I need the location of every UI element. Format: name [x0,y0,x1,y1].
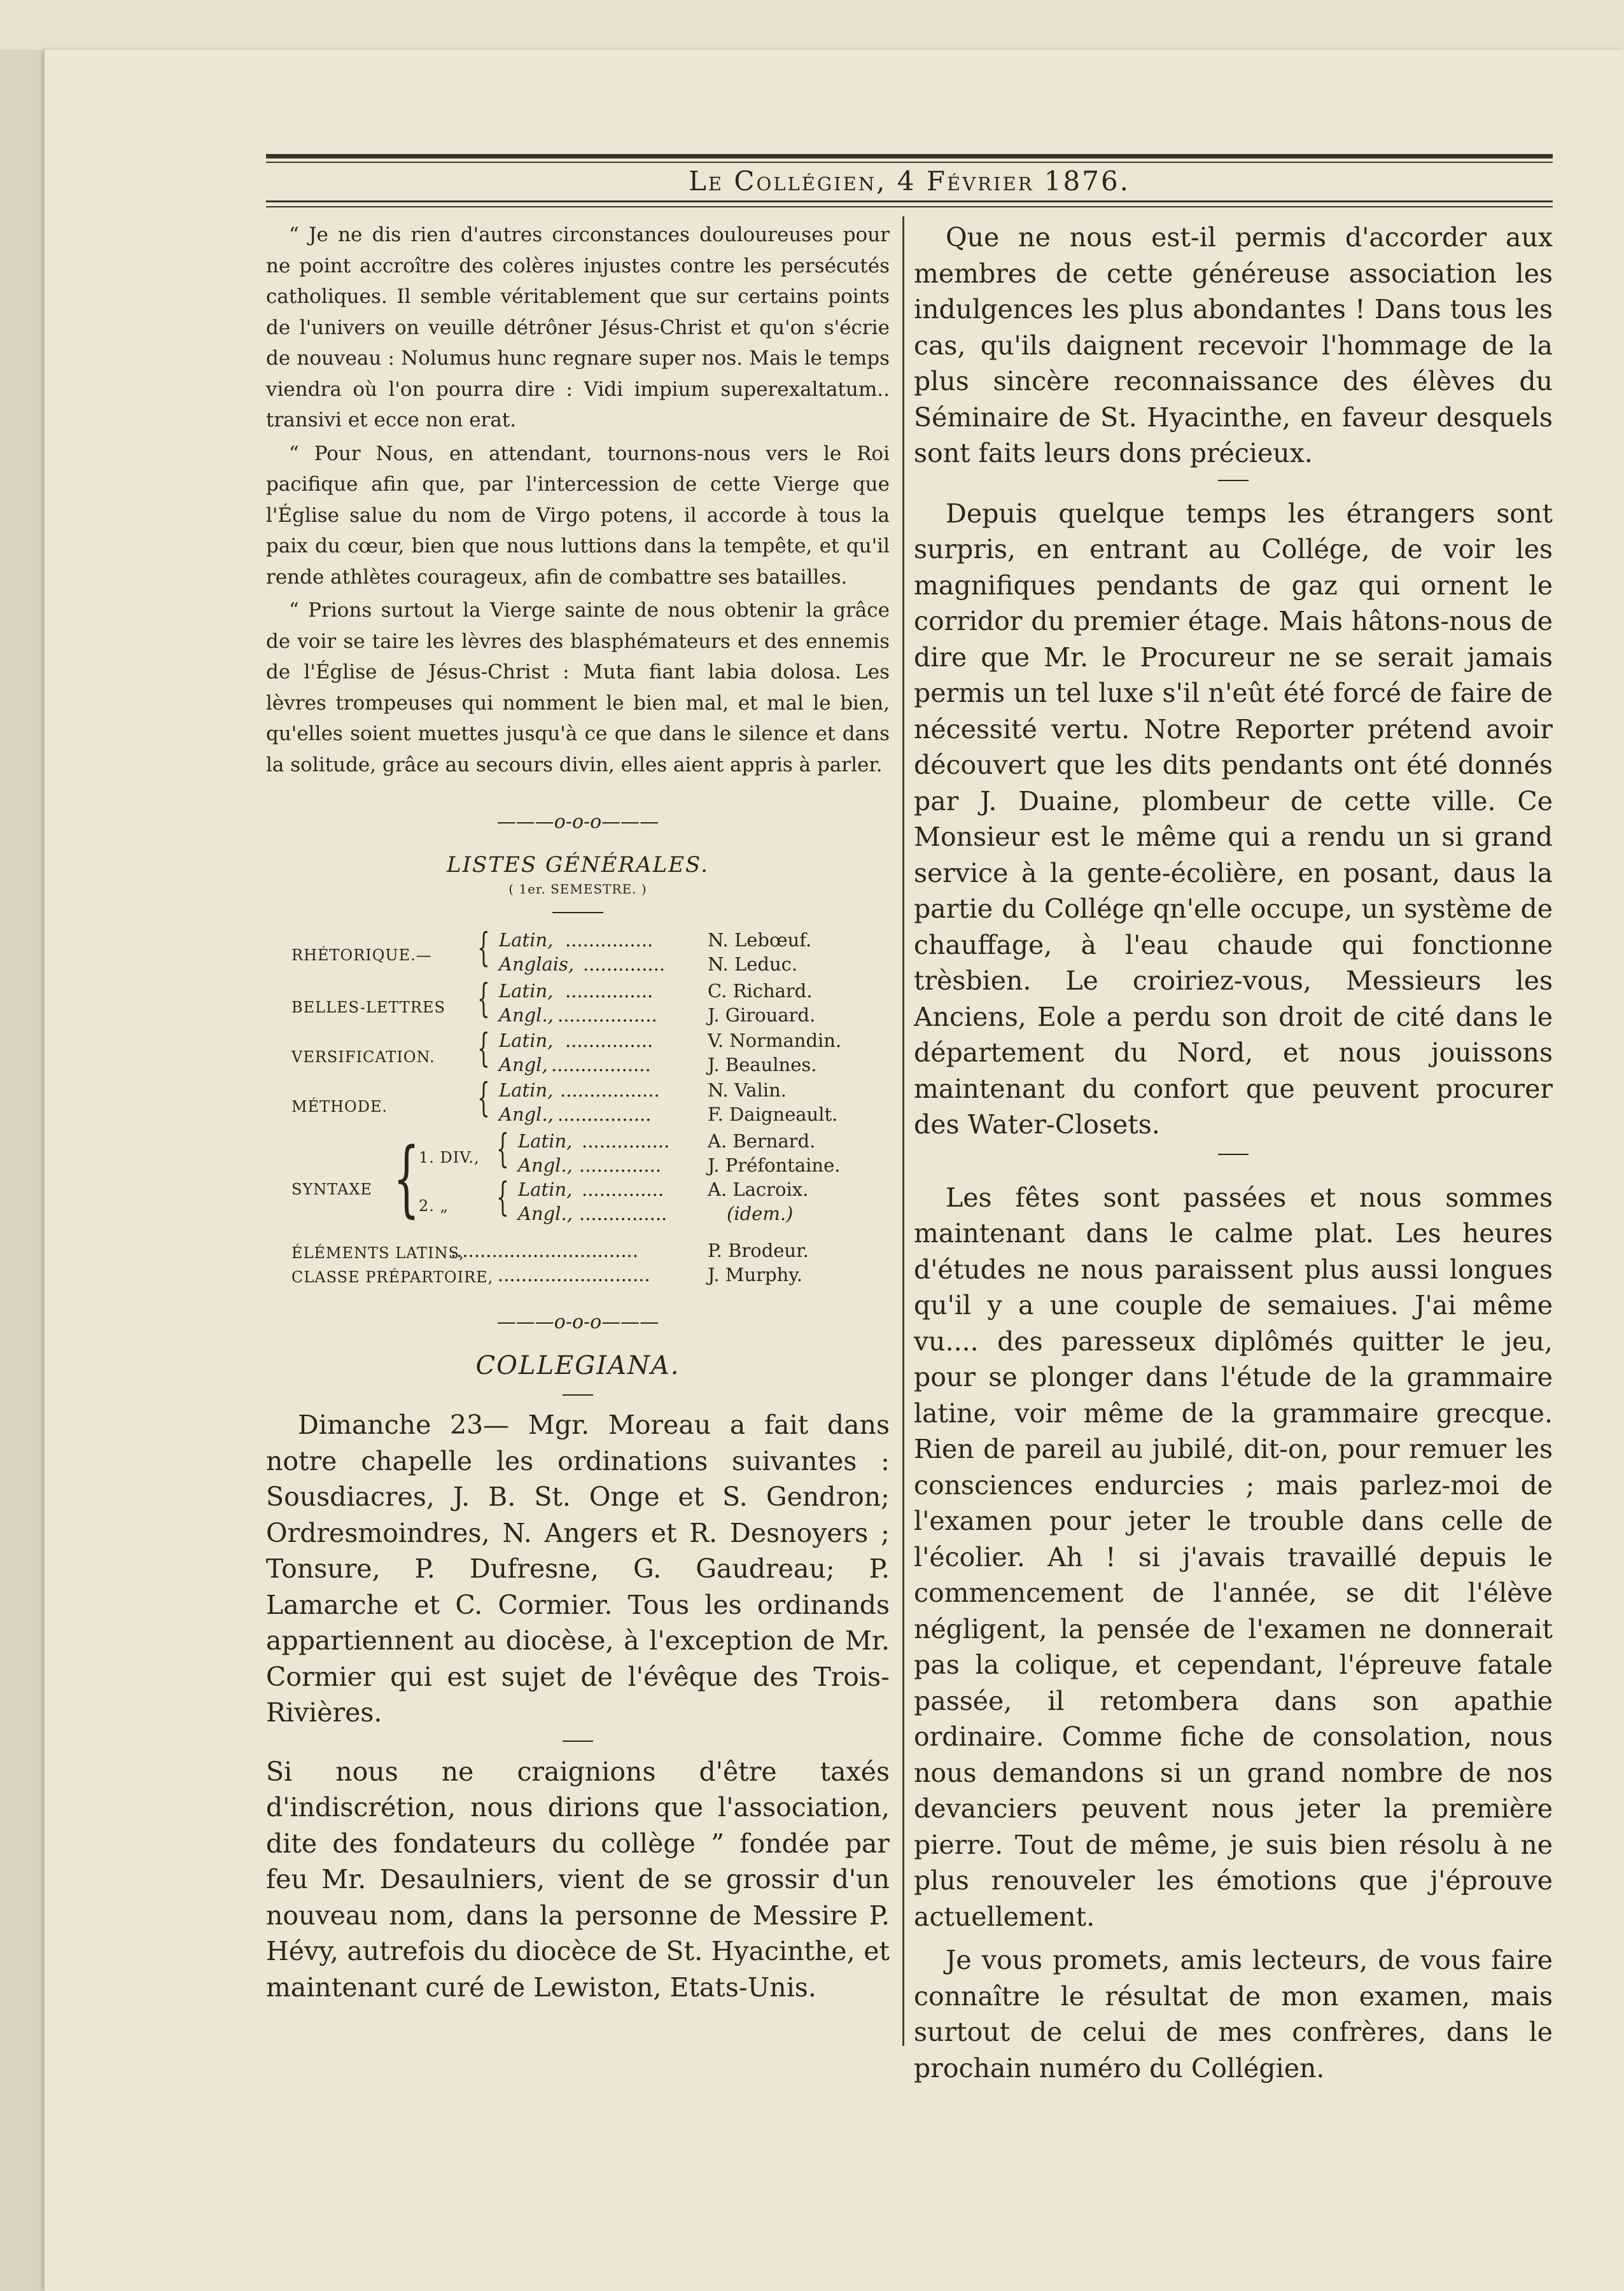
list-row: Latin, .............. A. Lacroix. [518,1179,809,1200]
list-row: Latin, ............... C. Richard. [499,980,813,1002]
short-rule [266,1735,890,1754]
class-label: MÉTHODE. [291,1098,388,1116]
short-rule [914,1148,1553,1180]
class-label: SYNTAXE [291,1181,372,1198]
class-label: BELLES-LETTRES [291,998,445,1016]
column-divider [902,216,904,2046]
right-column [914,220,1553,2086]
list-row: ................................ P. Brodeur. [451,1240,809,1261]
lists-title: LISTES GÉNÉRALES. [447,852,709,878]
division-label: 1. DIV., [419,1149,480,1167]
brace: { [496,1174,509,1220]
class-label: VERSIFICATION. [291,1048,435,1066]
collegiana-title: COLLEGIANA. [475,1351,680,1380]
collegiana-paragraph: Si nous ne craignions d'être taxés d'indiscrétion, nous dirions que l'association, dite des fondateurs du collège ” fondée par feu Mr. Desaulniers, vient de se grossir d'un nouveau nom, dans la personne de Messire P. Hévy, autrefois du diocèce de St. Hyacinthe, et maintenant curé de Lewiston, Etats-Unis. [266,1756,890,2003]
right-paragraph: Je vous promets, amis lecteurs, de vous faire connaître le résultat de mon examen, mais surtout de celui de mes confrères, dans le prochain numéro du Collégien. [914,1945,1553,2084]
general-lists [266,924,890,1335]
page-header: Le Collégien, 4 Février 1876. [688,165,1131,197]
list-row: Angl., ................ F. Daigneault. [499,1103,838,1125]
intro-paragraph: “ Pour Nous, en attendant, tournons-nous vers le Roi pacifique afin que, par l'intercession de cette Vierge que l'Église salue du nom de Virgo potens, il accorde à tous la paix du cœur, bien que nous luttions dans la tempête, et qu'il rende athlètes courageux, afin de combattre ses batailles. [266,442,890,589]
class-label: ÉLÉMENTS LATINS, [291,1244,465,1262]
brace: { [393,1130,420,1226]
left-column [266,220,890,2005]
brace: { [477,1025,490,1071]
right-paragraph: Les fêtes sont passées et nous sommes maintenant dans le calme plat. Les heures d'études ne nous paraissent plus aussi longues qu'il y a une couple de semaiues. J'ai même vu.... des paresseux diplômés quitter le jeu, pour se plonger dans l'étude de la grammaire latine, voir même de la grammaire grecque. Rien de pareil au jubilé, dit-on, pour remuer les consciences endurcies ; mais parlez-moi de l'examen pour jeter le trouble dans celle de l'écolier. Ah ! si j'avais travaillé depuis le commencement de l'année, se dit l'élève négligent, la pensée de l'examen ne donnerait pas la colique, et cependant, l'épreuve fatale passée, il retombera dans son apathie ordinaire. Comme fiche de consolation, nous nous demandons si un grand nombre de nos devanciers peuvent nous jeter la première pierre. Tout de même, je suis bien résolu à ne plus renouveler les émotions que j'éprouve actuellement. [914,1182,1553,1932]
brace: { [496,1125,509,1172]
header-rule-top [266,154,1553,158]
list-row: Angl., .............. J. Préfontaine. [518,1154,841,1176]
brace: { [477,975,490,1021]
short-rule [914,474,1553,496]
list-row: Angl., ................. J. Girouard. [499,1004,816,1026]
list-row: Angl., ............... (idem.) [518,1203,794,1224]
list-row: Latin, ................. N. Valin. [499,1079,787,1101]
class-label: CLASSE PRÉPARTOIRE, [291,1268,494,1286]
collegiana-paragraph: Dimanche 23— Mgr. Moreau a fait dans notre chapelle les ordinations suivantes : Sousdiacres, J. B. St. Onge et S. Gendron; Ordresmoindres, N. Angers et R. Desnoyers ; Tonsure, P. Dufresne, G. Gaudreau; P. Lamarche et C. Cormier. Tous les ordinands appartiennent au diocèse, à l'exception de Mr. Cormier qui est sujet de l'évêque des Trois-Rivières. [266,1410,890,1728]
short-rule [266,1388,890,1407]
list-row: .......................... J. Murphy. [498,1264,803,1286]
section-separator: ———o-o-o——— [496,1311,659,1333]
brace: { [477,924,490,970]
division-label: 2. „ [419,1197,449,1215]
header-rule-bottom-thin [266,206,1553,207]
scan-top-margin [0,0,1624,50]
intro-paragraph: “ Prions surtout la Vierge sainte de nous obtenir la grâce de voir se taire les lèvres des blasphémateurs et des ennemis de l'Église de Jésus-Christ : Muta fiant labia dolosa. Les lèvres trompeuses qui nomment le bien mal, et mal le bien, qu'elles soient muettes jusqu'à ce que dans le silence et dans la solitude, grâce au secours divin, elles aient appris à parler. [266,599,890,776]
section-separator: ———o-o-o——— [496,811,659,833]
right-paragraph: Que ne nous est-il permis d'accorder aux membres de cette généreuse association les indulgences les plus abondantes ! Dans tous les cas, qu'ils daignent recevoir l'hommage de la plus sincère reconnaissance des élèves du Séminaire de St. Hyacinthe, en faveur desquels sont faits leurs dons précieux. [914,222,1553,468]
list-row: Latin, ............... V. Normandin. [499,1030,842,1051]
class-label: RHÉTORIQUE.— [291,946,432,964]
short-rule [266,906,890,918]
header-rule-bottom [266,200,1553,202]
right-paragraph: Depuis quelque temps les étrangers sont surpris, en entrant au Collége, de voir les magnifiques pendants de gaz qui ornent le corridor du premier étage. Mais hâtons-nous de dire que Mr. le Procureur ne se serait jamais permis un tel luxe s'il n'eût été forcé de faire de nécessité vertu. Notre Reporter prétend avoir découvert que les dits pendants ont été donnés par J. Duaine, plombeur de cette ville. Ce Monsieur est le même qui a rendu un si grand service à la gente-écolière, en posant, daus la partie du Collége qn'elle occupe, un système de chauffage, à l'eau chaude qui fonctionne trèsbien. Le croiriez-vous, Messieurs les Anciens, Eole a perdu son droit de cité dans le département du Nord, et nous jouissons maintenant du confort que peuvent procurer des Water-Closets. [914,498,1553,1140]
lists-subtitle: ( 1er. SEMESTRE. ) [508,881,647,897]
list-row: Angl, ................. J. Beaulnes. [499,1054,817,1075]
brace: { [477,1074,490,1121]
intro-paragraph: “ Je ne dis rien d'autres circonstances douloureuses pour ne point accroître des colères injustes contre les persécutés catholiques. Il semble véritablement que sur certains points de l'univers on veuille détrôner Jésus-Christ et qu'on s'écrie de nouveau : Nolumus hunc regnare super nos. Mais le temps viendra où l'on pourra dire : Vidi impium superexaltatum.. transivi et ecce non erat. [266,223,890,431]
list-row: Latin, ............... N. Lebœuf. [499,929,812,951]
list-row: Latin, ............... A. Bernard. [518,1130,816,1152]
list-row: Anglais, .............. N. Leduc. [499,953,798,975]
